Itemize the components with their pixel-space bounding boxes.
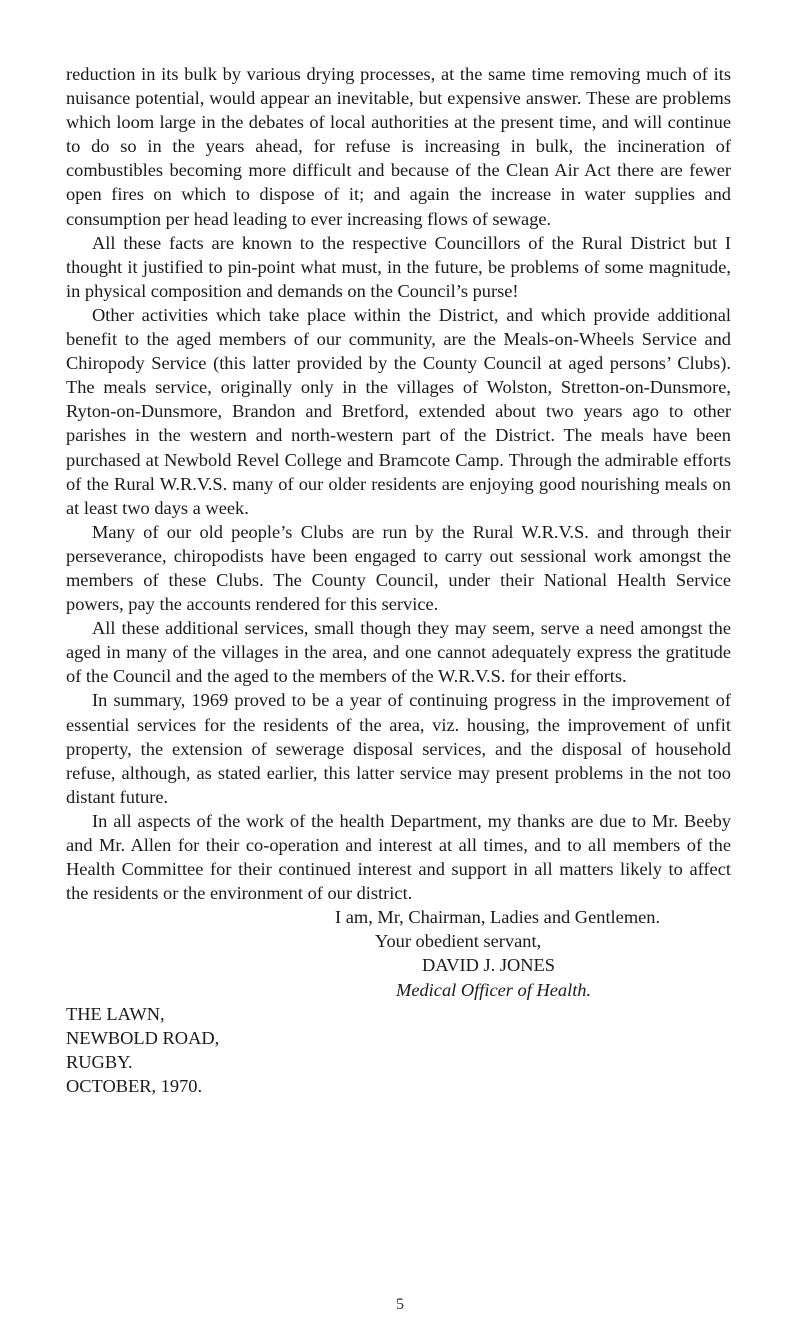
paragraph-refuse-disposal: reduction in its bulk by various drying processes, at the same time removing much of its nuisance potential, would appear an inevitable, but expensive answer. These are problems which loom large in the debates of local authorities at the present time, and will continue to do so in the years ahead, for refuse is increasing in bulk, the incineration of combustibles becoming more difficult and because of the Clean Air Act there are fewer open fires on which to dispose of it; and again the increase in water supplies and consumption per head leading to ever increasing flows of sewage.	[66, 64, 731, 229]
signature-title: Medical Officer of Health.	[396, 979, 592, 1000]
closing-block	[66, 905, 731, 1001]
paragraph-councillors: All these facts are known to the respective Councillors of the Rural District but I thought it justified to pin-point what must, in the future, be problems of some magnitude, in physical composition and demands on the Council’s purse!	[66, 232, 731, 301]
paragraph-summary: In summary, 1969 proved to be a year of continuing progress in the improvement of essential services for the residents of the area, viz. housing, the improvement of unfit property, the extension of sewerage disposal services, and the disposal of household refuse, although, as stated earlier, this latter service may present problems in the not too distant future.	[66, 690, 731, 807]
closing-salutation: I am, Mr, Chairman, Ladies and Gentlemen.	[335, 907, 661, 928]
paragraph-additional-services: All these additional services, small though they may seem, serve a need amongst the aged in many of the villages in the area, and one cannot adequately express the gratitude of the Council and the aged to the members of the W.R.V.S. for their efforts.	[66, 618, 731, 687]
closing-servant: Your obedient servant,	[375, 931, 542, 952]
paragraph-meals-on-wheels: Other activities which take place within the District, and which provide additional benefit to the aged members of our community, are the Meals-on-Wheels Service and Chiropody Service (this latter provided by the County Council at aged persons’ Clubs). The meals service, originally only in the villages of Wolston, Stretton-on-Dunsmore, Ryton-on-Dunsmore, Brandon and Bretford, extended about two years ago to other parishes in the western and north-western part of the District. The meals have been purchased at Newbold Revel College and Bramcote Camp. Through the admirable efforts of the Rural W.R.V.S. many of our older residents are enjoying good nourishing meals on at least two days a week.	[66, 304, 731, 518]
page-number: 5	[396, 1296, 404, 1313]
address-block	[66, 1002, 731, 1098]
document-page	[66, 62, 731, 1098]
paragraph-thanks: In all aspects of the work of the health Department, my thanks are due to Mr. Beeby and Mr. Allen for their co-operation and interest at all times, and to all members of the Health Committee for their continued interest and support in all matters likely to affect the residents or the environment of our district.	[66, 810, 731, 904]
signature-name: DAVID J. JONES	[422, 955, 556, 976]
paragraph-old-peoples-clubs: Many of our old people’s Clubs are run by the Rural W.R.V.S. and through their perseverance, chiropodists have been engaged to carry out sessional work amongst the members of these Clubs. The County Council, under their National Health Service powers, pay the accounts rendered for this service.	[66, 521, 731, 615]
address-line-3: RUGBY.	[66, 1051, 133, 1072]
address-line-2: NEWBOLD ROAD,	[66, 1027, 220, 1048]
address-line-1: THE LAWN,	[66, 1003, 165, 1024]
address-date: OCTOBER, 1970.	[66, 1075, 203, 1096]
